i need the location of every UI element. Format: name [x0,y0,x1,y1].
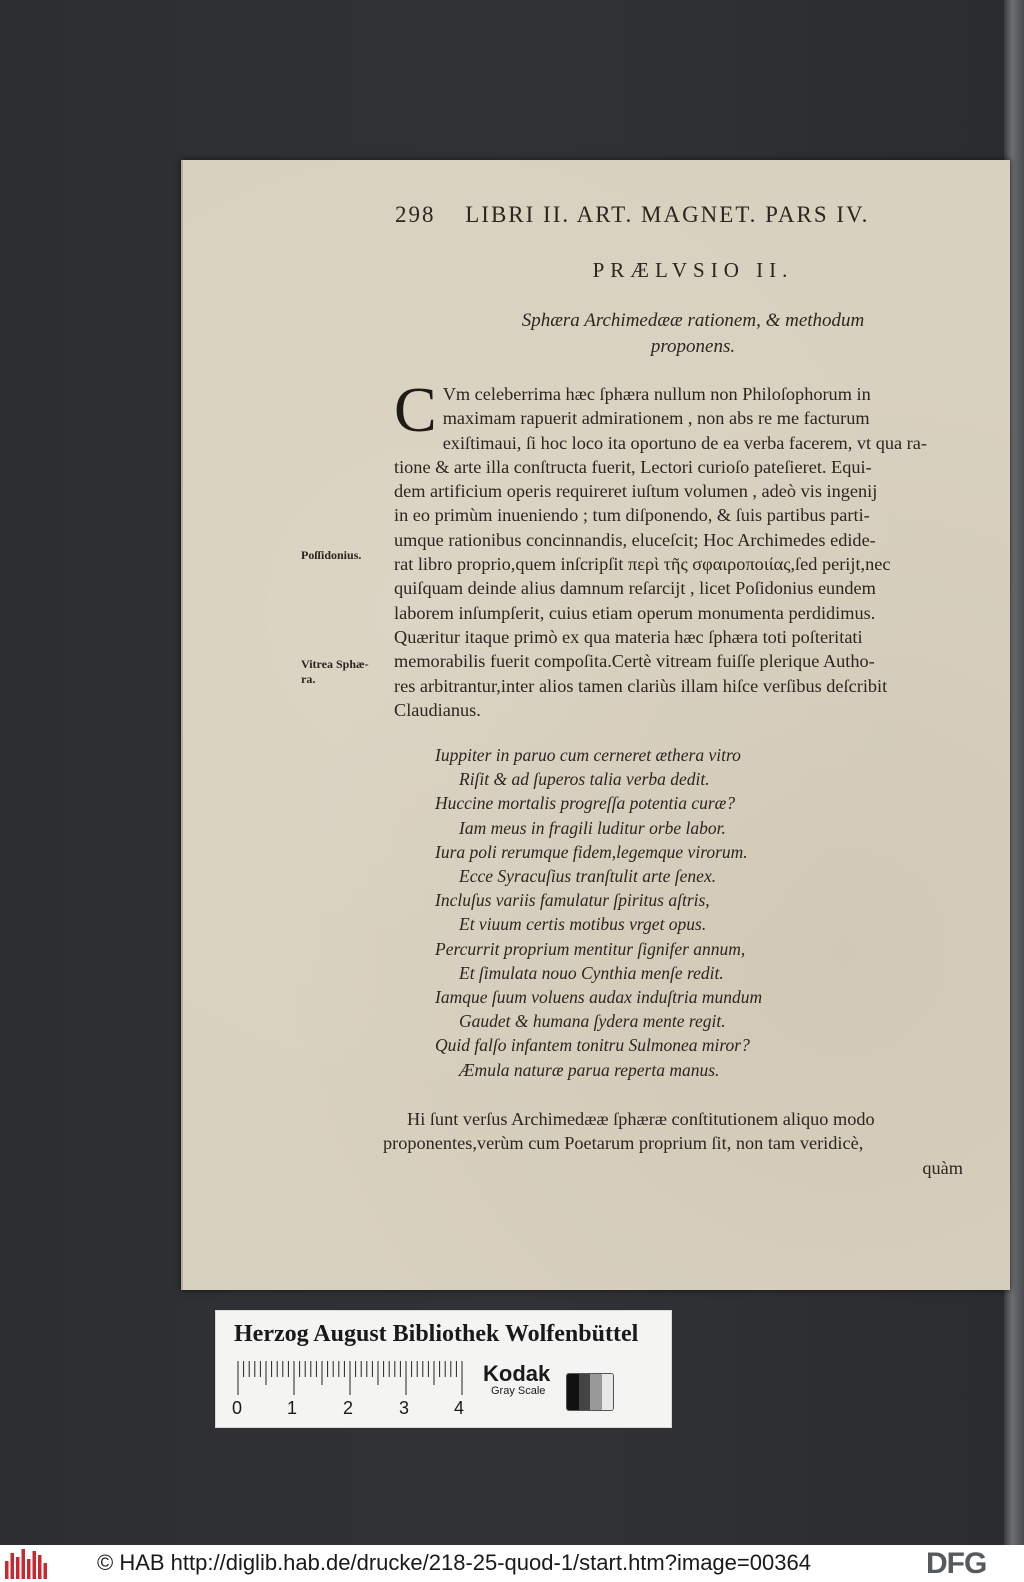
catchword: quàm [922,1157,963,1178]
logo-bar [44,1563,48,1579]
body-line: Claudianus. [394,699,481,720]
logo-bar [11,1553,15,1579]
poem-verse: Percurrit proprium mentitur ſignifer annum, [435,938,746,959]
footer-bar [0,1545,1024,1582]
running-head-text: LIBRI II. ART. MAGNET. PARS IV. [465,202,870,227]
running-head [395,202,955,228]
logo-bar [33,1551,37,1579]
closing-line: Hi ſunt verſus Archimedææ ſphæræ conſtitutionem aliquo modo [407,1109,875,1129]
poem-verse: Huccine mortalis progreſſa potentia curæ? [435,793,736,814]
body-line: res arbitrantur,inter alios tamen clariùs illam hiſce verſibus deſcribit [394,675,888,696]
library-name: Herzog August Bibliothek Wolfenbüttel [234,1321,639,1347]
margin-note-line: Vitrea Sphæ- [301,657,369,671]
poem-verse: Æmula naturæ parua reperta manus. [459,1059,720,1080]
logo-bar [38,1555,42,1579]
closing-paragraph [383,1107,963,1180]
drop-cap: C [394,374,437,445]
kodak-brand: Kodak [483,1361,551,1386]
poem-verse: Gaudet & humana ſydera mente regit. [459,1011,726,1032]
body-line: dem artificium operis requireret iuſtum volumen , adeò vis ingenij [394,481,878,502]
body-line: exiſtimaui, ſi hoc loco ita oportuno de ea verba facerem, vt qua ra- [442,432,927,453]
body-line: rat libro proprio,quem inſcripſit περὶ τῆς σφαιροποιίας,ſed perijt,nec [394,554,891,575]
closing-line: proponentes,verùm cum Poetarum proprium ſit, non tam veridicè, [383,1133,864,1154]
logo-bar [16,1557,20,1579]
poem-verse: Iura poli rerumque fidem,legemque virorum. [435,841,748,862]
subtitle-line-2: proponens. [650,336,736,357]
kodak-gray-scale-label: Gray Scale [491,1385,546,1397]
page-number: 298 [395,202,436,227]
poem-verse: Et viuum certis motibus vrget opus. [459,914,707,935]
section-subtitle [393,308,993,360]
poem-verse: Riſit & ad ſuperos talia verba dedit. [459,769,710,790]
body-line: umque rationibus concinnandis, eluceſcit; Hoc Archimedes edide- [394,529,876,550]
body-line: laborem inſumpſerit, cuius etiam operum monumenta perdidimus. [394,602,876,623]
logo-bar [27,1559,31,1579]
poem-verse: Quid falſo infantem tonitru Sulmonea miror? [435,1035,750,1056]
poem-verse: Incluſus variis famulatur ſpiritus aſtris, [435,890,710,911]
margin-note-vitrea [301,657,369,687]
ruler-label: 0 [232,1398,243,1418]
footer-source-url[interactable]: © HAB http://diglib.hab.de/drucke/218-25-quod-1/start.htm?image=00364 [97,1550,811,1575]
kodak-gray-scale-swatch [566,1373,614,1411]
body-line: in eo primùm inueniendo ; tum diſponendo, & ſuis partibus parti- [394,505,870,526]
poem-verse: Iam meus in fragili luditur orbe labor. [459,817,726,838]
body-text [394,374,976,722]
poem-verse: Iuppiter in paruo cum cerneret æthera vitro [435,745,741,765]
ruler-label: 4 [454,1398,465,1418]
logo-bar [22,1549,26,1579]
section-title: PRÆLVSIO II. [592,258,794,282]
ruler-label: 3 [399,1398,410,1418]
margin-note-posidonius: Poſſidonius. [301,548,362,562]
ruler-label: 2 [343,1398,354,1418]
poem [435,743,855,1082]
hab-logo-icon [3,1549,49,1579]
poem-verse: Et ſimulata nouo Cynthia menſe redit. [459,962,724,983]
body-line: tione & arte illa conſtructa fuerit, Lectori curioſo pateſieret. Equi- [394,456,872,477]
ruler-labels [230,1398,480,1420]
body-line: Vm celeberrima hæc ſphæra nullum non Philoſophorum in [442,384,871,404]
ruler-label: 1 [287,1398,298,1418]
body-line: memorabilis fuerit compoſita.Certè vitream fuiſſe plerique Autho- [394,651,875,672]
library-color-card [215,1310,672,1428]
ruler-scale [236,1361,464,1395]
margin-note-line: ra. [301,672,316,686]
body-line: quiſquam deinde alius damnum reſarcijt , licet Poſidonius eundem [394,578,876,599]
body-line: maximam rapuerit admirationem , non abs re me facturum [442,408,870,429]
book-page [181,160,1010,1290]
body-line: Quæritur itaque primò ex qua materia hæc ſphæra toti poſteritati [394,626,863,647]
subtitle-line-1: Sphæra Archimedææ rationem, & methodum [521,310,865,331]
poem-verse: Ecce Syracuſius tranſtulit arte ſenex. [459,866,717,887]
logo-bar [5,1561,9,1579]
dfg-logo: DFG [926,1547,987,1580]
poem-verse: Iamque ſuum voluens audax induſtria mundum [435,987,763,1008]
